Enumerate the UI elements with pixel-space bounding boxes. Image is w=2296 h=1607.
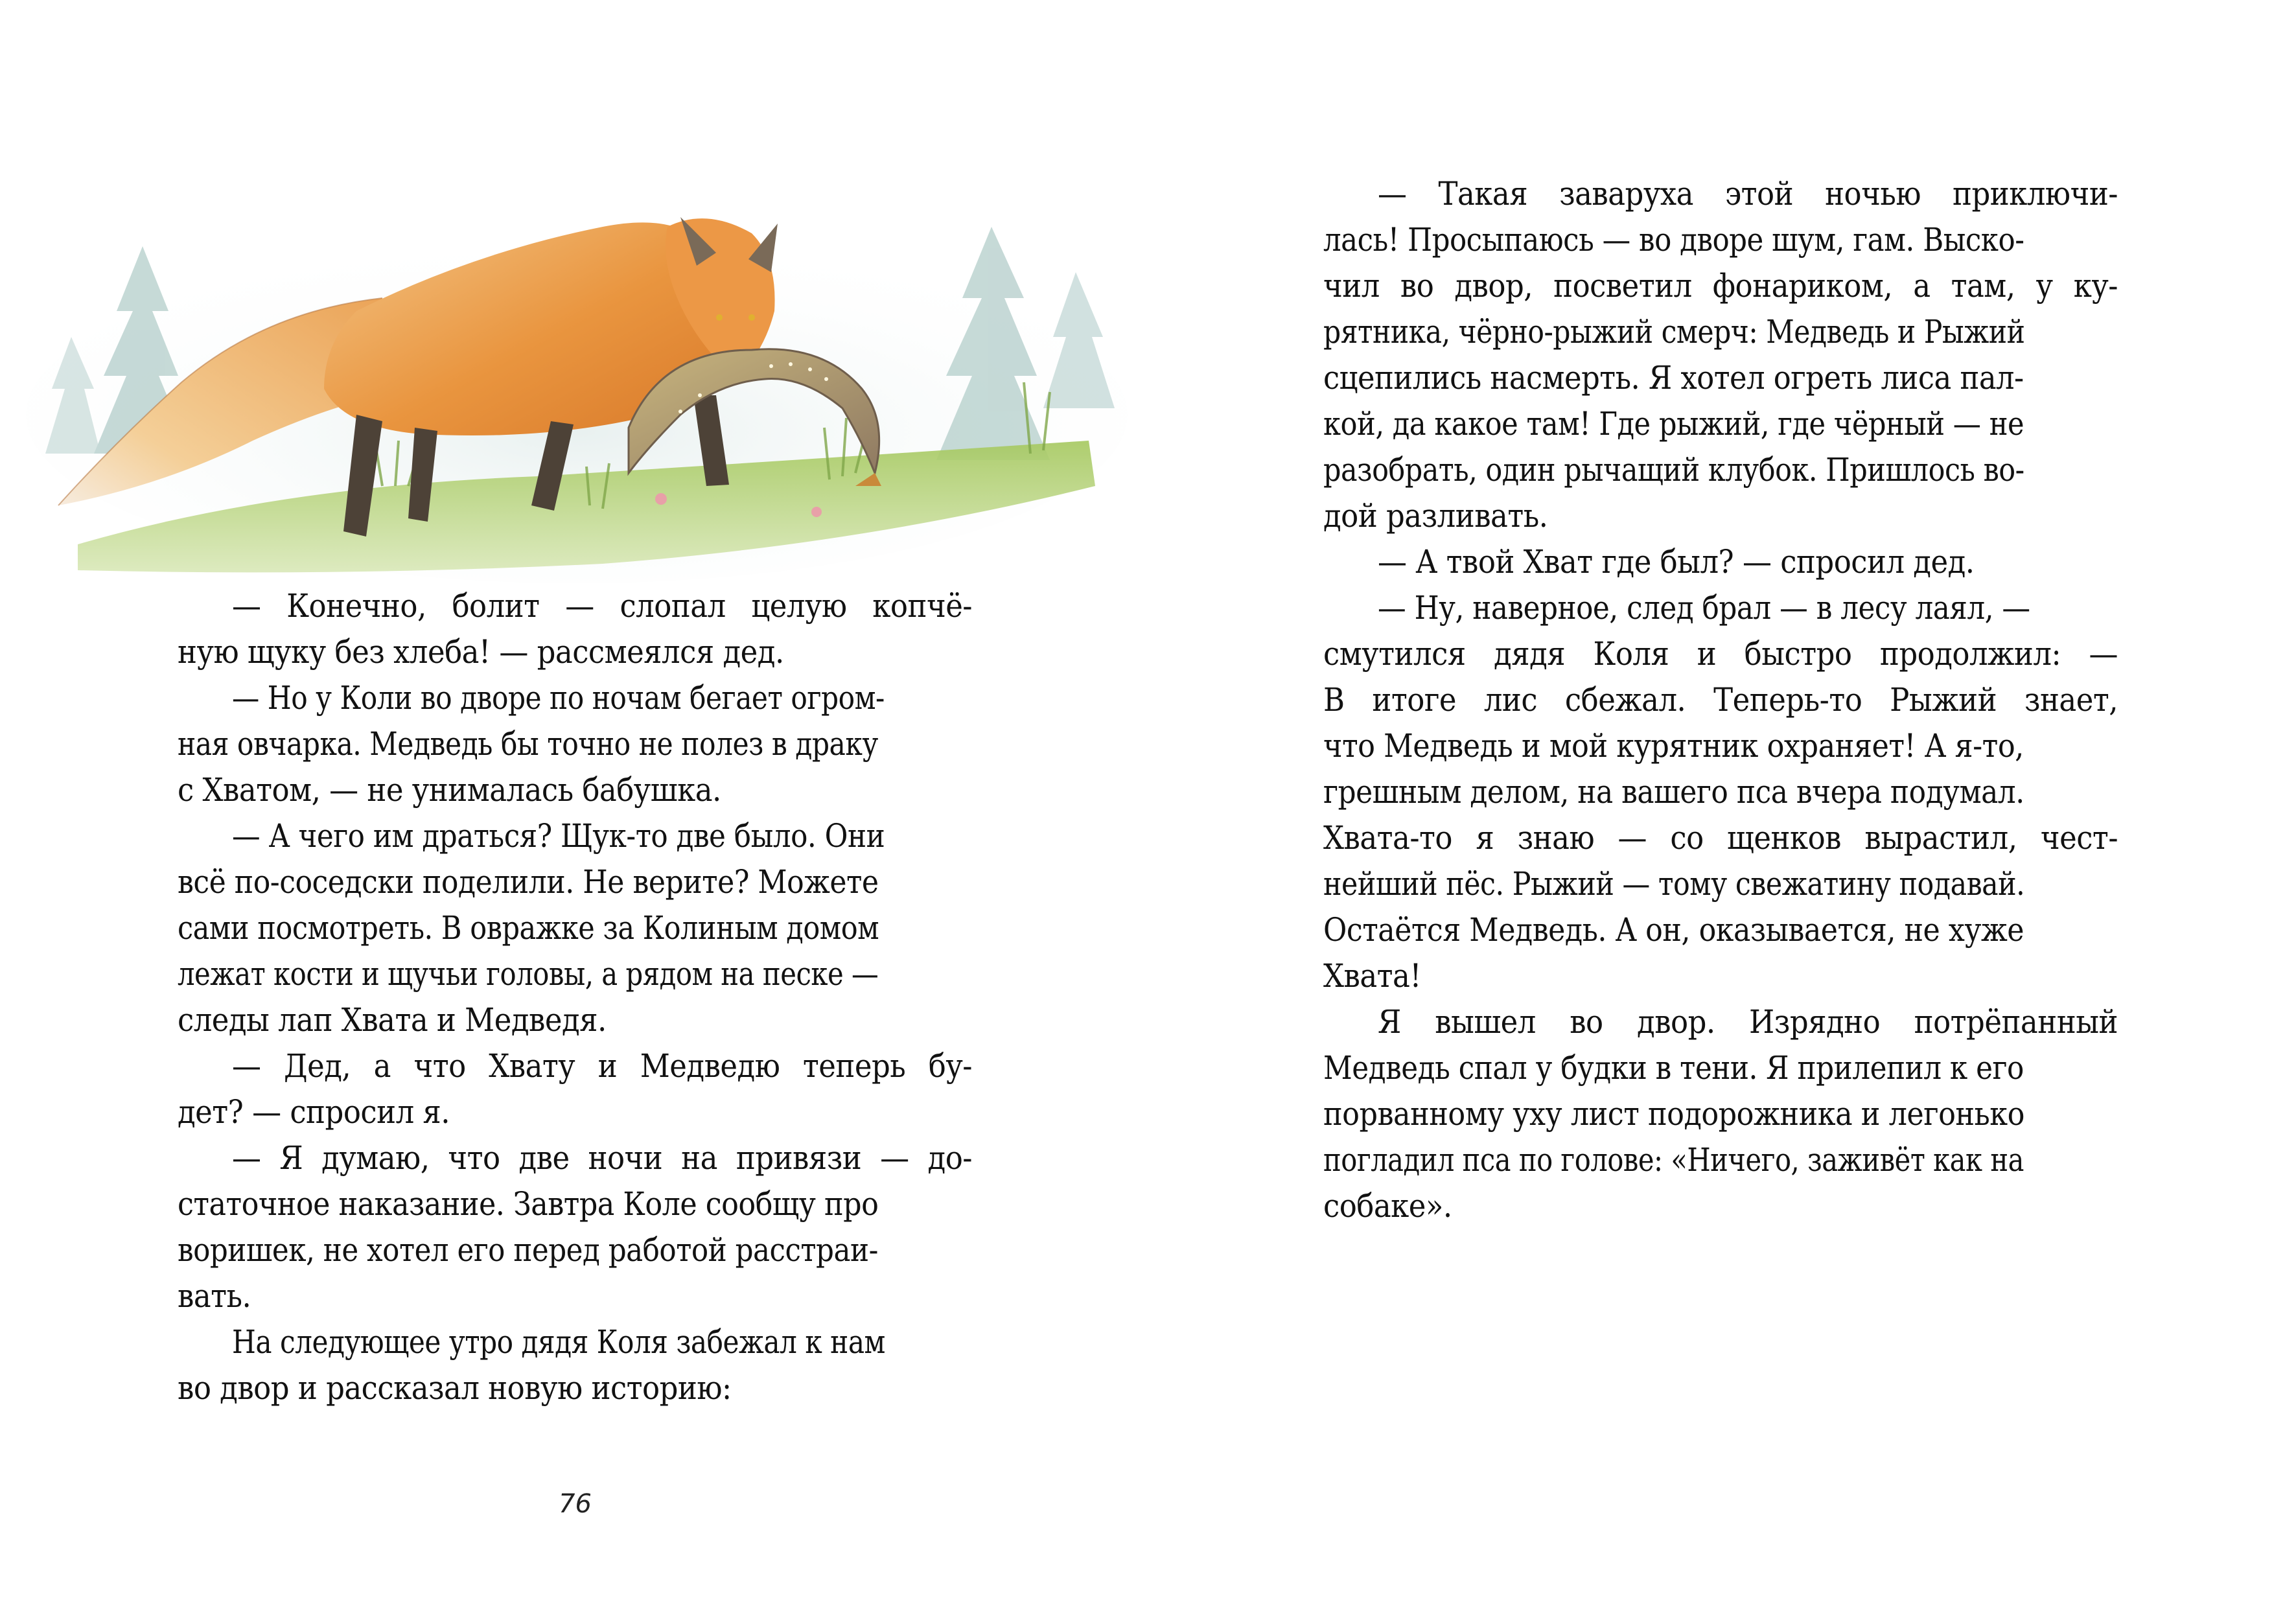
text-line: рятника, чёрно-рыжий смерч: Медведь и Рыжий (1323, 313, 2025, 351)
text-line: воришек, не хотел его перед работой расстраи- (178, 1231, 878, 1269)
text-line: порванному уху лист подорожника и легонько (1323, 1095, 2024, 1133)
text-line: с Хватом, — не унималась бабушка. (178, 771, 721, 809)
text-line: погладил пса по голове: «Ничего, заживёт как на (1323, 1141, 2024, 1179)
text-line: Хвата-то я знаю — со щенков вырастил, чест- (1323, 819, 2118, 857)
text-line: собаке». (1323, 1187, 1452, 1225)
text-line: Я вышел во двор. Изрядно потрёпанный (1378, 1003, 2118, 1041)
text-line: лась! Просыпаюсь — во дворе шум, гам. Выско- (1323, 221, 2024, 259)
text-line: Остаётся Медведь. А он, оказывается, не хуже (1323, 911, 2024, 949)
text-line: что Медведь и мой курятник охраняет! А я-то, (1323, 727, 2024, 765)
text-line: статочное наказание. Завтра Коле сообщу про (178, 1185, 879, 1223)
text-line: во двор и рассказал новую историю: (178, 1369, 732, 1407)
text-line: — Конечно, болит — слопал целую копчё- (232, 587, 972, 625)
text-line: грешным делом, на вашего пса вчера подумал. (1323, 773, 2024, 811)
text-line: — Ну, наверное, след брал — в лесу лаял, — (1378, 589, 2030, 627)
text-line: дой разливать. (1323, 497, 1548, 535)
text-line: вать. (178, 1277, 251, 1315)
text-line: — Такая заваруха этой ночью приключи- (1378, 175, 2118, 213)
text-line: нейший пёс. Рыжий — тому свежатину подавай. (1323, 865, 2025, 903)
text-line: разобрать, один рычащий клубок. Пришлось во- (1323, 451, 2024, 489)
text-line: — А твой Хват где был? — спросил дед. (1378, 543, 1975, 581)
fox-with-pike-illustration (19, 181, 1134, 583)
text-line: ная овчарка. Медведь бы точно не полез в драку (178, 725, 878, 763)
text-line: сами посмотреть. В овражке за Колиным домом (178, 909, 879, 947)
text-line: смутился дядя Коля и быстро продолжил: — (1323, 635, 2118, 673)
text-line: кой, да какое там! Где рыжий, где чёрный — не (1323, 405, 2024, 443)
text-line: Хвата! (1323, 957, 1421, 995)
text-line: — Я думаю, что две ночи на привязи — до- (232, 1139, 972, 1177)
right-page (1148, 0, 2296, 1607)
text-line: лежат кости и щучьи головы, а рядом на песке — (178, 955, 879, 993)
text-line: — А чего им драться? Щук-то две было. Они (232, 817, 885, 855)
text-line: — Но у Коли во дворе по ночам бегает огром- (232, 679, 885, 717)
text-line: — Дед, а что Хвату и Медведю теперь бу- (232, 1047, 972, 1085)
text-line: В итоге лис сбежал. Теперь-то Рыжий знает, (1323, 681, 2118, 719)
text-line: следы лап Хвата и Медведя. (178, 1001, 607, 1039)
text-line: дет? — спросил я. (178, 1093, 450, 1131)
right-page-text (1323, 171, 2118, 1229)
text-line: На следующее утро дядя Коля забежал к нам (232, 1323, 885, 1361)
text-line: сцепились насмерть. Я хотел огреть лиса пал- (1323, 359, 2024, 397)
text-line: ную щуку без хлеба! — рассмеялся дед. (178, 633, 784, 671)
text-line: чил во двор, посветил фонариком, а там, у ку- (1323, 267, 2118, 305)
text-line: Медведь спал у будки в тени. Я прилепил к его (1323, 1049, 2024, 1087)
left-page-text (178, 583, 972, 1411)
page-number: 76 (559, 1489, 592, 1519)
text-line: всё по-соседски поделили. Не верите? Можете (178, 863, 879, 901)
